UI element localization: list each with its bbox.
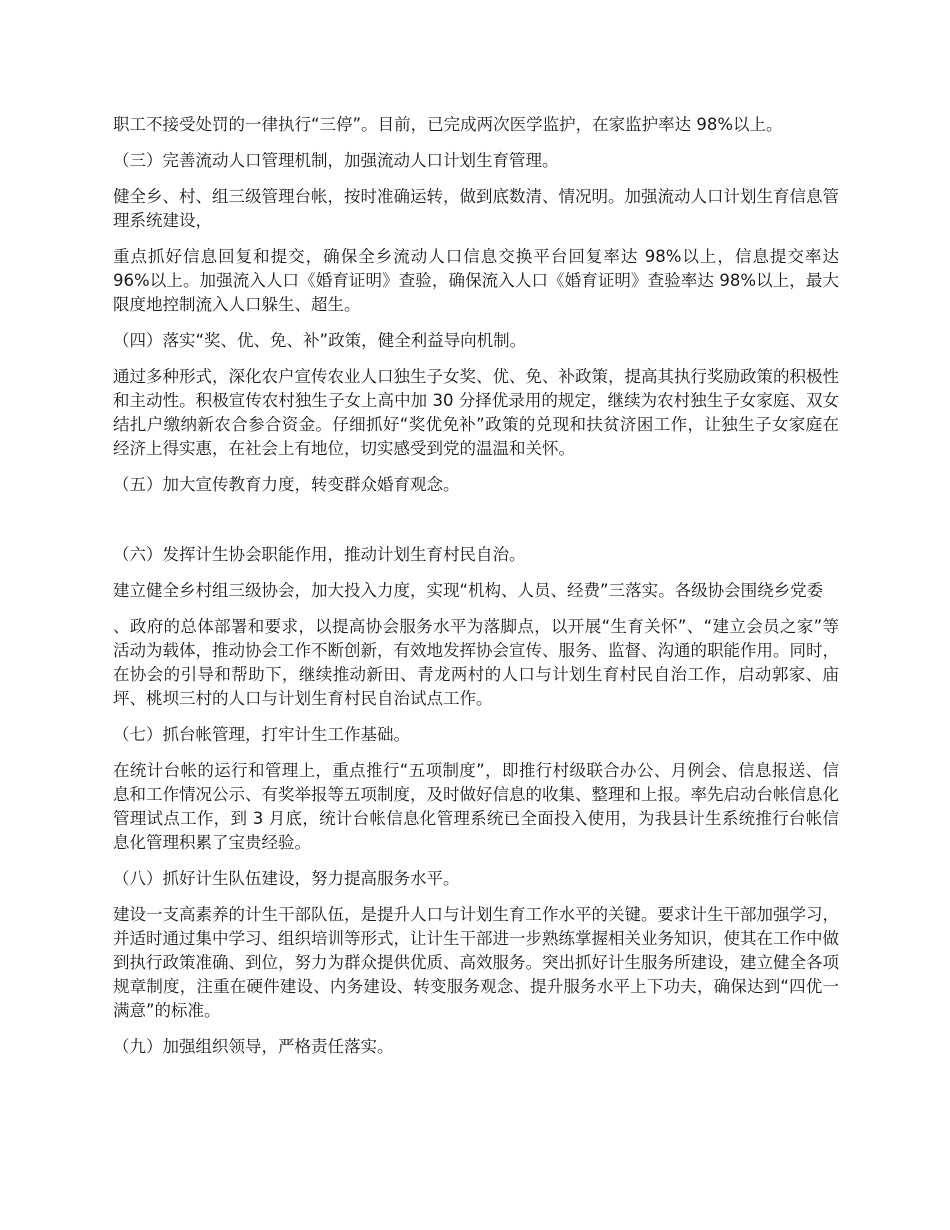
paragraph-ledger-management: 在统计台帐的运行和管理上，重点推行“五项制度”，即推行村级联合办公、月例会、信息报送、信息和工作情况公示、有奖举报等五项制度，及时做好信息的收集、整理和上报。率先启动台帐信息化管理试点工作，到 3 月底，统计台帐信息化管理系统已全面投入使用，为我县计生系统推行台帐信息化管理积累了宝贵经验。 <box>113 761 839 852</box>
paragraph-incentive-policy: 通过多种形式，深化农户宣传农业人口独生子女奖、优、免、补政策，提高其执行奖励政策的积极性和主动性。积极宣传农村独生子女上高中加 30 分择优录用的规定，继续为农村独生子女家庭、双女结扎户缴纳新农合参合资金。仔细抓好“奖优免补”政策的兑现和扶贫济困工作，让独生子女家庭在经济上得实惠，在社会上有地位，切实感受到党的温温和关怀。 <box>113 367 839 458</box>
heading-section-4: （四）落实“奖、优、免、补”政策，健全利益导向机制。 <box>113 331 527 350</box>
paragraph-ledger-system: 健全乡、村、组三级管理台帐，按时准确运转，做到底数清、情况明。加强流动人口计划生育信息管理系统建设， <box>113 187 839 230</box>
document-body <box>113 113 839 1071</box>
paragraph-staff-building: 建设一支高素养的计生干部队伍，是提升人口与计划生育工作水平的关键。要求计生干部加强学习，并适时通过集中学习、组织培训等形式，让计生干部进一步熟练掌握相关业务知识，使其在工作中做到执行政策准确、到位，努力为群众提供优质、高效服务。突出抓好计生服务所建设，建立健全各项规章制度，注重在硬件建设、内务建设、转变服务观念、提升服务水平上下功夫，确保达到“四优一满意”的标准。 <box>113 905 839 1020</box>
paragraph-association-setup: 建立健全乡村组三级协会，加大投入力度，实现“机构、人员、经费”三落实。各级协会围绕乡党委 <box>113 581 824 600</box>
paragraph-association-work: 、政府的总体部署和要求，以提高协会服务水平为落脚点，以开展“生育关怀”、“建立会员之家”等活动为载体，推动协会工作不断创新，有效地发挥协会宣传、服务、监督、沟通的职能作用。同时，在协会的引导和帮助下，继续推动新田、青龙两村的人口与计划生育村民自治工作，启动郭家、庙坪、桃坝三村的人口与计划生育村民自治试点工作。 <box>113 617 839 708</box>
heading-section-6: （六）发挥计生协会职能作用，推动计划生育村民自治。 <box>113 545 526 564</box>
heading-section-7: （七）抓台帐管理，打牢计生工作基础。 <box>113 725 410 744</box>
paragraph-monitoring-rate: 职工不接受处罚的一律执行“三停”。目前，已完成两次医学监护，在家监护率达 98%以上。 <box>113 115 783 134</box>
heading-section-3: （三）完善流动人口管理机制，加强流动人口计划生育管理。 <box>113 151 559 170</box>
heading-section-8: （八）抓好计生队伍建设，努力提高服务水平。 <box>113 869 460 888</box>
heading-section-5: （五）加大宣传教育力度，转变群众婚育观念。 <box>113 475 460 494</box>
heading-section-9: （九）加强组织领导，严格责任落实。 <box>113 1037 394 1056</box>
paragraph-info-reply-rate: 重点抓好信息回复和提交，确保全乡流动人口信息交换平台回复率达 98%以上，信息提交率达 96%以上。加强流入人口《婚育证明》查验，确保流入人口《婚育证明》查验率达 98%以上，最大限度地控制流入人口躲生、超生。 <box>113 247 839 314</box>
